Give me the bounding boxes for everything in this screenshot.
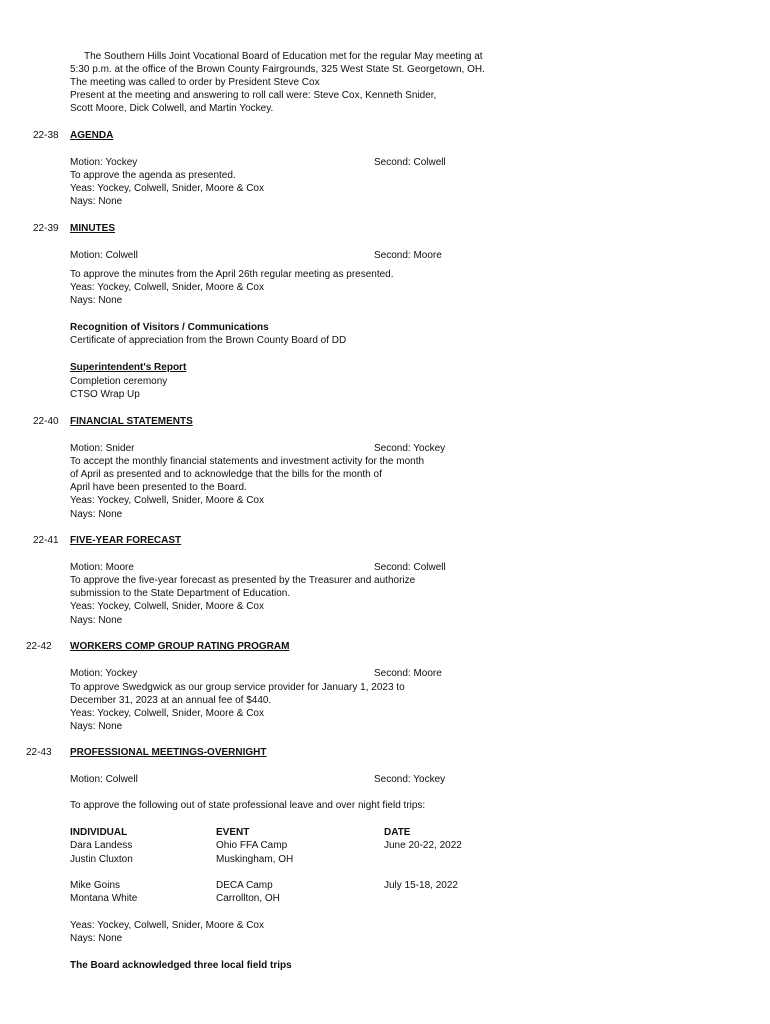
- motion-text: Motion: Colwell: [70, 250, 138, 261]
- nays-line: Nays: None: [70, 196, 123, 207]
- section-number: 22-38: [33, 130, 59, 141]
- body-line: To approve the agenda as presented.: [70, 170, 236, 181]
- intro-line-3: The meeting was called to order by President Steve Cox: [70, 77, 320, 88]
- section-number: 22-40: [33, 416, 59, 427]
- body-line: To approve the five-year forecast as presented by the Treasurer and authorize: [70, 575, 416, 586]
- motion-text: Motion: Colwell: [70, 774, 138, 785]
- second-text: Second: Moore: [374, 668, 442, 679]
- body-line: To approve the following out of state professional leave and over night field trips:: [70, 800, 426, 811]
- section-heading-agenda: AGENDA: [70, 130, 114, 141]
- nays-line: Nays: None: [70, 615, 123, 626]
- intro-line-2: 5:30 p.m. at the office of the Brown County Fairgrounds, 325 West State St. Georgetown, OH.: [70, 64, 485, 75]
- superintendent-heading: Superintendent's Report: [70, 362, 187, 373]
- superintendent-item: Completion ceremony: [70, 376, 168, 387]
- motion-text: Motion: Yockey: [70, 157, 138, 168]
- motion-text: Motion: Snider: [70, 443, 135, 454]
- recognition-text: Certificate of appreciation from the Brown County Board of DD: [70, 335, 347, 346]
- table-cell: Montana White: [70, 893, 138, 904]
- body-line: To approve the minutes from the April 26th regular meeting as presented.: [70, 269, 394, 280]
- second-text: Second: Colwell: [374, 562, 446, 573]
- yeas-line: Yeas: Yockey, Colwell, Snider, Moore & Cox: [70, 920, 264, 931]
- table-cell: July 15-18, 2022: [384, 880, 458, 891]
- yeas-line: Yeas: Yockey, Colwell, Snider, Moore & Cox: [70, 282, 264, 293]
- table-cell: Ohio FFA Camp: [216, 840, 288, 851]
- closing-note: The Board acknowledged three local field trips: [70, 960, 292, 971]
- section-heading-workers-comp: WORKERS COMP GROUP RATING PROGRAM: [70, 641, 290, 652]
- table-header-event: EVENT: [216, 827, 250, 838]
- section-number: 22-42: [26, 641, 52, 652]
- section-heading-professional-meetings: PROFESSIONAL MEETINGS-OVERNIGHT: [70, 747, 267, 758]
- intro-line-5: Scott Moore, Dick Colwell, and Martin Yockey.: [70, 103, 274, 114]
- motion-text: Motion: Yockey: [70, 668, 138, 679]
- table-cell: DECA Camp: [216, 880, 273, 891]
- nays-line: Nays: None: [70, 295, 123, 306]
- yeas-line: Yeas: Yockey, Colwell, Snider, Moore & Cox: [70, 183, 264, 194]
- body-line: To accept the monthly financial statements and investment activity for the month: [70, 456, 425, 467]
- table-header-individual: INDIVIDUAL: [70, 827, 128, 838]
- motion-text: Motion: Moore: [70, 562, 134, 573]
- table-cell: Muskingham, OH: [216, 854, 294, 865]
- nays-line: Nays: None: [70, 721, 123, 732]
- table-cell: Mike Goins: [70, 880, 121, 891]
- body-line: December 31, 2023 at an annual fee of $440.: [70, 695, 272, 706]
- intro-line-4: Present at the meeting and answering to roll call were: Steve Cox, Kenneth Snider,: [70, 90, 437, 101]
- superintendent-item: CTSO Wrap Up: [70, 389, 140, 400]
- nays-line: Nays: None: [70, 509, 123, 520]
- intro-line-1: The Southern Hills Joint Vocational Board of Education met for the regular May meeting at: [84, 51, 483, 62]
- second-text: Second: Moore: [374, 250, 442, 261]
- section-number: 22-43: [26, 747, 52, 758]
- table-cell: Dara Landess: [70, 840, 133, 851]
- table-cell: Justin Cluxton: [70, 854, 133, 865]
- section-heading-forecast: FIVE-YEAR FORECAST: [70, 535, 182, 546]
- body-line: April have been presented to the Board.: [70, 482, 247, 493]
- table-header-date: DATE: [384, 827, 411, 838]
- body-line: submission to the State Department of Education.: [70, 588, 291, 599]
- second-text: Second: Yockey: [374, 443, 446, 454]
- body-line: To approve Swedgwick as our group service provider for January 1, 2023 to: [70, 682, 405, 693]
- nays-line: Nays: None: [70, 933, 123, 944]
- table-cell: June 20-22, 2022: [384, 840, 462, 851]
- recognition-heading: Recognition of Visitors / Communications: [70, 322, 269, 333]
- yeas-line: Yeas: Yockey, Colwell, Snider, Moore & Cox: [70, 495, 264, 506]
- section-number: 22-39: [33, 223, 59, 234]
- second-text: Second: Colwell: [374, 157, 446, 168]
- second-text: Second: Yockey: [374, 774, 446, 785]
- section-heading-financial: FINANCIAL STATEMENTS: [70, 416, 193, 427]
- yeas-line: Yeas: Yockey, Colwell, Snider, Moore & Cox: [70, 601, 264, 612]
- yeas-line: Yeas: Yockey, Colwell, Snider, Moore & Cox: [70, 708, 264, 719]
- body-line: of April as presented and to acknowledge that the bills for the month of: [70, 469, 382, 480]
- section-heading-minutes: MINUTES: [70, 223, 115, 234]
- table-cell: Carrollton, OH: [216, 893, 280, 904]
- section-number: 22-41: [33, 535, 59, 546]
